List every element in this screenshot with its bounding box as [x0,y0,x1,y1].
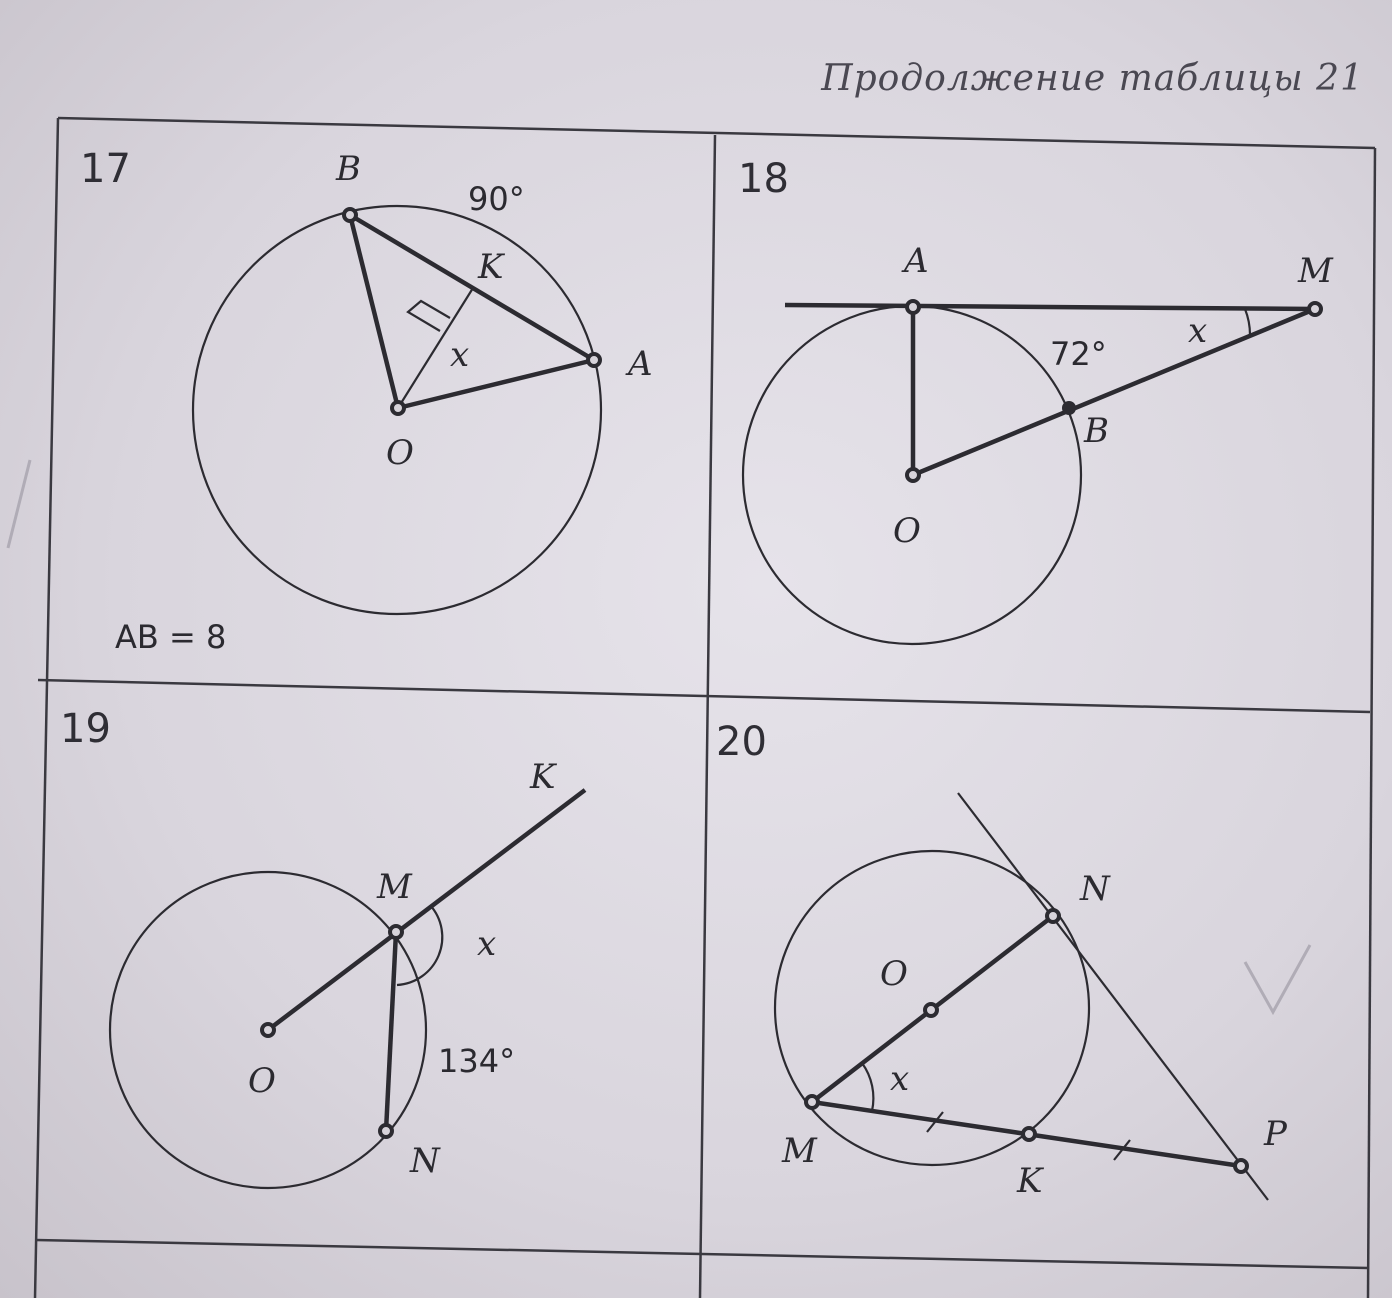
label-a: A [628,344,653,384]
arc-label-72: 72° [1050,335,1107,373]
point-n [380,1125,392,1137]
point-p [1235,1160,1247,1172]
problem-number-18: 18 [738,156,789,202]
arc-label-90: 90° [468,180,525,218]
label-b: B [1084,411,1109,451]
label-n: N [410,1141,440,1181]
point-a [588,354,600,366]
point-o [262,1024,274,1036]
right-angle-mark [408,301,450,331]
problem-number-19: 19 [60,706,111,752]
tangent-np [958,793,1268,1200]
table-grid [35,118,1375,1298]
angle-arc-x [862,1063,873,1111]
label-x: x [1188,311,1208,351]
label-m: M [1298,251,1333,291]
point-b [344,209,356,221]
label-k: K [1017,1161,1043,1201]
checkmark-icon [1245,945,1310,1012]
page-header: Продолжение таблицы 21 [821,58,1364,99]
problem-20 [716,719,1288,1201]
problem-19 [60,706,585,1188]
label-p: P [1264,1114,1287,1154]
angle-arc-x [1245,309,1250,335]
arc-label-134: 134° [438,1042,516,1080]
label-m: M [377,867,412,907]
radius-oa [398,360,594,408]
label-o: O [893,511,921,551]
label-x: x [477,924,497,964]
point-m [390,926,402,938]
label-m: M [782,1131,817,1171]
problem-18 [738,156,1334,644]
label-o: O [880,954,908,994]
problem-number-17: 17 [80,146,131,192]
point-m [806,1096,818,1108]
chord-mn [386,932,396,1131]
point-o [925,1004,937,1016]
point-k [1023,1128,1035,1140]
problem-number-20: 20 [716,719,767,765]
ray-ok [268,790,585,1030]
point-n [1047,910,1059,922]
label-b: B [336,149,361,189]
point-b [1062,401,1076,415]
point-o [907,469,919,481]
secant-om [913,309,1315,475]
label-o: O [248,1061,276,1101]
label-o: O [386,433,414,473]
label-k: K [530,757,556,797]
tangent-am [785,305,1315,309]
given-ab: AB = 8 [115,618,227,656]
radius-ob [350,215,398,408]
label-a: A [904,241,929,281]
point-a [907,301,919,313]
label-n: N [1080,869,1110,909]
point-o [392,402,404,414]
pencil-mark [8,460,30,548]
problem-17 [80,146,653,656]
label-k: K [478,247,504,287]
point-m [1309,303,1321,315]
label-x: x [450,335,470,375]
chord-ba [350,215,594,360]
label-x: x [890,1059,910,1099]
